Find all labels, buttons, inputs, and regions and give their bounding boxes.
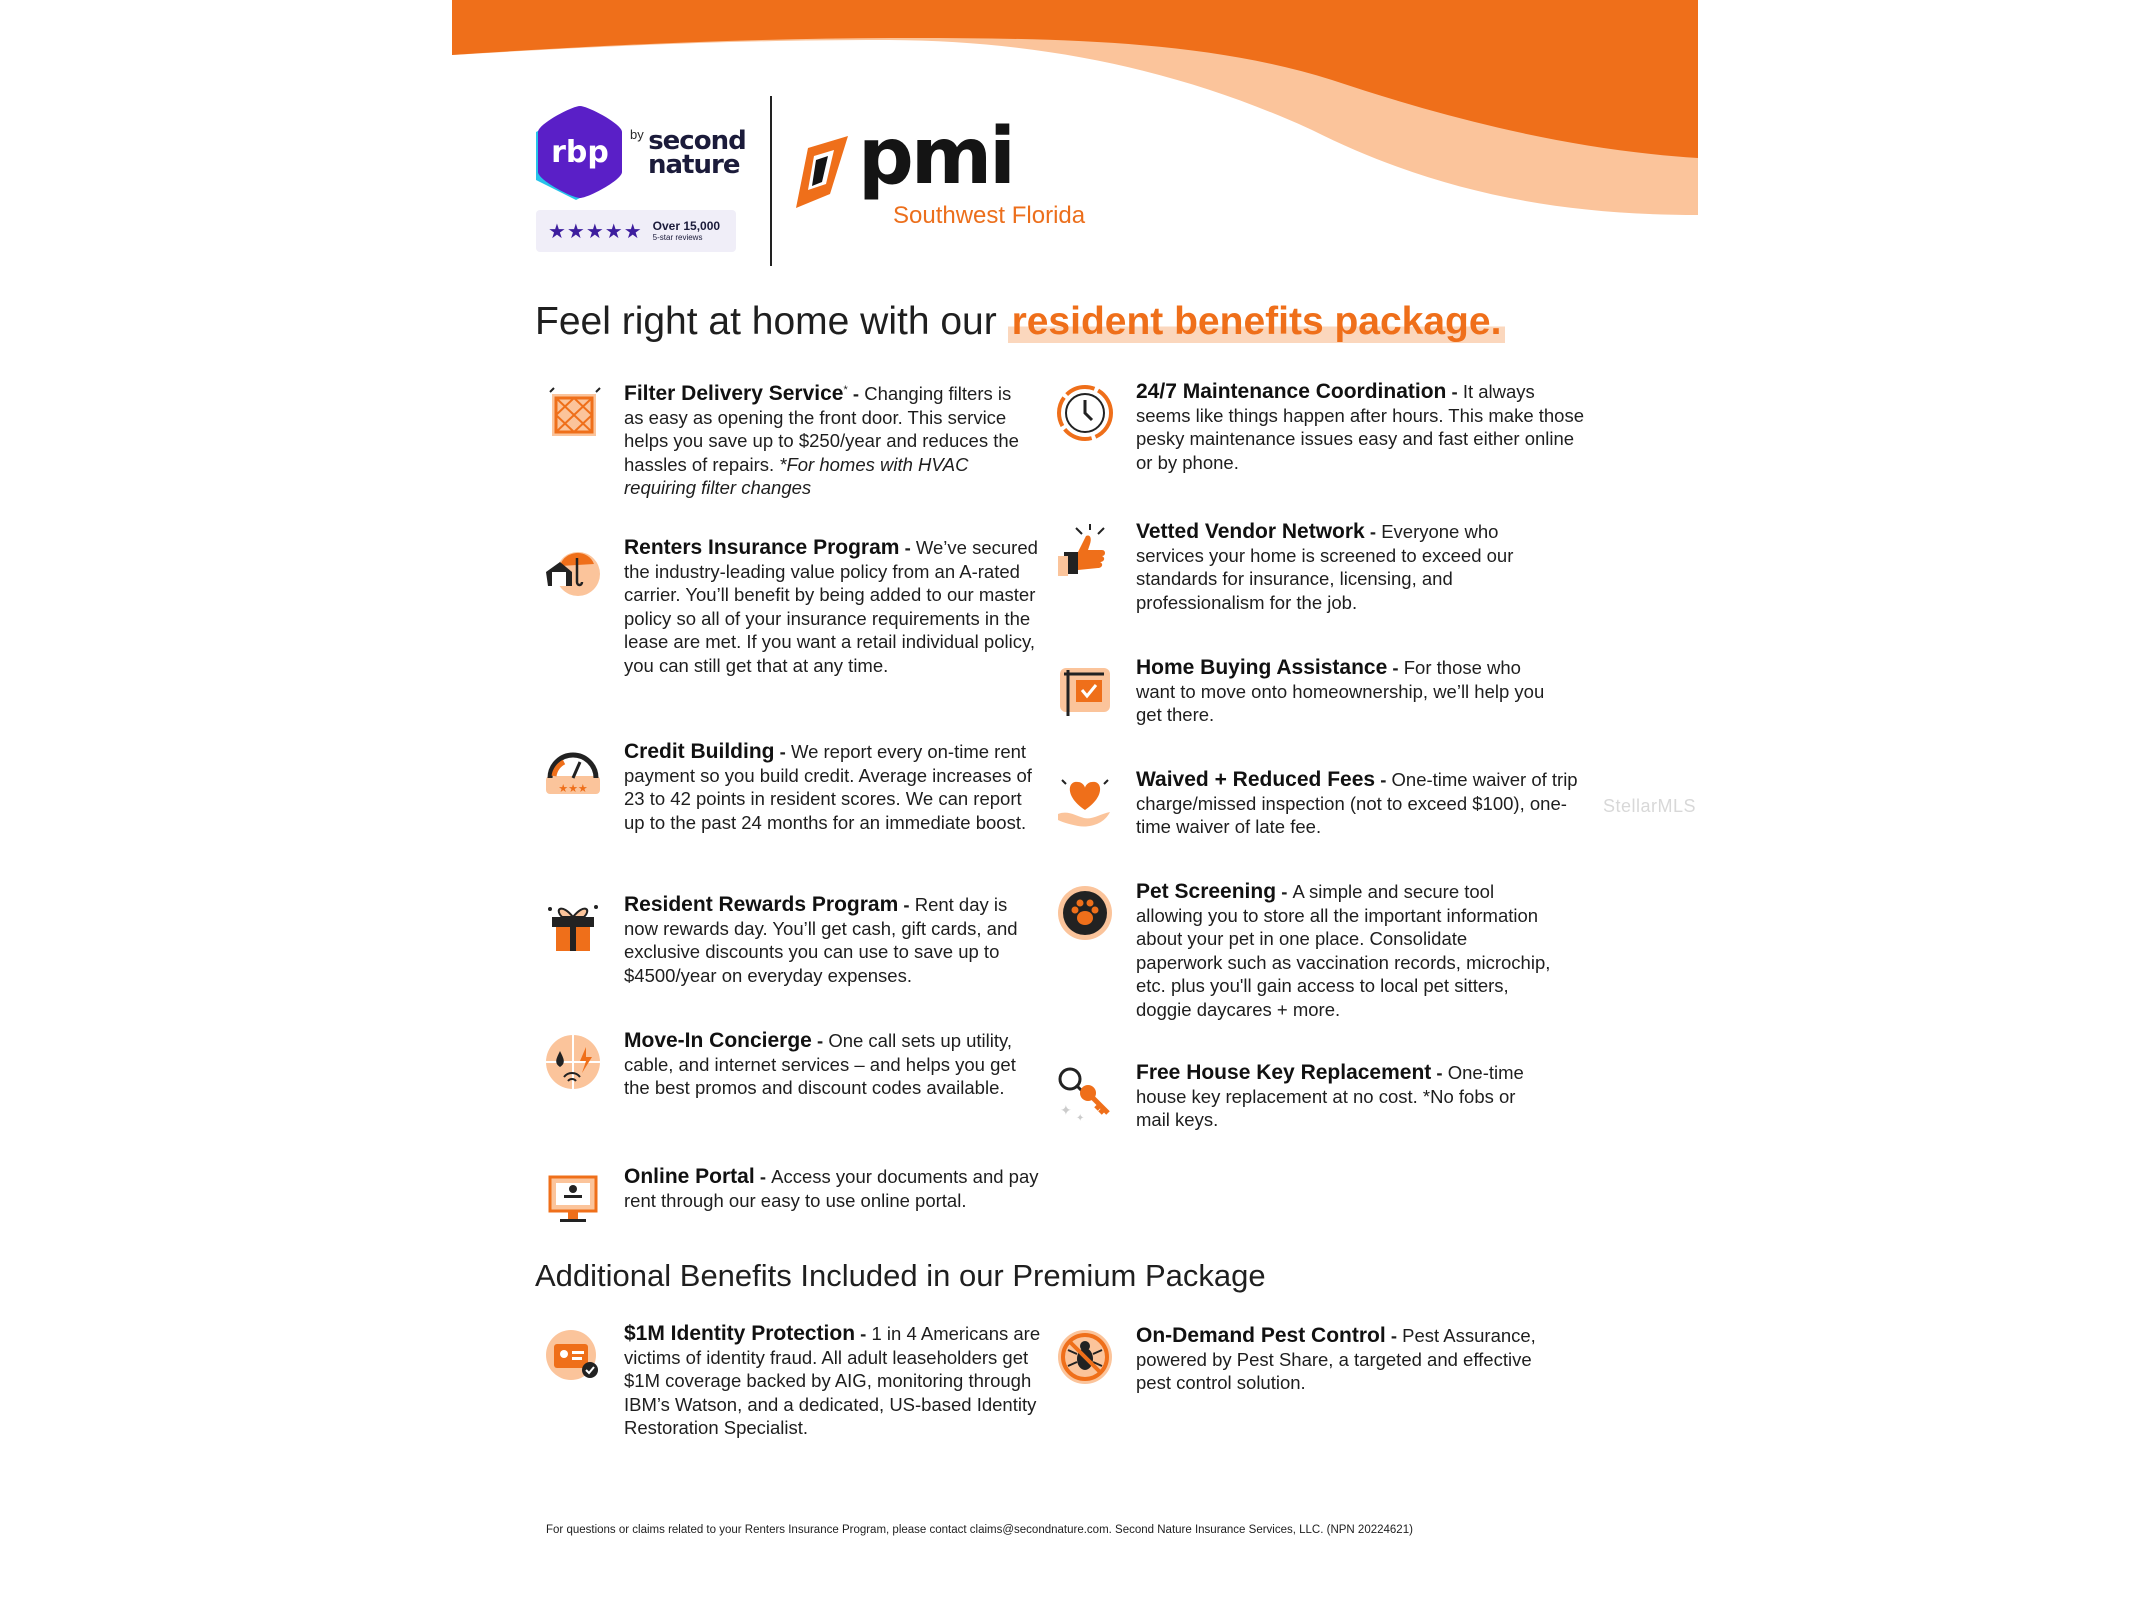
pmi-wordmark: pmi	[858, 112, 1013, 202]
flyer-page	[452, 0, 1698, 1600]
footer-disclaimer: For questions or claims related to your Renters Insurance Program, please contact claims@secondnature.com. Second Nature Insurance Services, LLC. (NPN 20224621)	[546, 1524, 1413, 1536]
reviews-caption: 5-star reviews	[652, 233, 703, 242]
header-wave	[452, 0, 1698, 220]
benefit-home-buying-assistance: Home Buying Assistance - For those who want to move onto homeownership, we’ll help you get there.	[1054, 656, 1554, 727]
benefit-on-demand-pest-control: On-Demand Pest Control - Pest Assurance, powered by Pest Share, a targeted and effective pest control solution.	[1054, 1324, 1554, 1395]
benefit-maintenance-coordination: 24/7 Maintenance Coordination - It always seems like things happen after hours. This make those pesky maintenance issues easy and fast either online or by phone.	[1054, 380, 1594, 474]
page-title: Feel right at home with our resident benefits package.	[535, 300, 1505, 344]
pmi-mark-icon	[794, 134, 854, 210]
logo-divider	[770, 96, 772, 266]
benefit-vetted-vendor-network: Vetted Vendor Network - Everyone who services your home is screened to exceed our standards for insurance, licensing, and professionalism for the job.	[1054, 520, 1554, 614]
benefit-pet-screening: Pet Screening - A simple and secure tool allowing you to store all the important information about your pet in one place. Consolidate paperwork such as vaccination records, microchip, etc. plus you'll gain access to local pet sitters, doggie daycares + more.	[1054, 880, 1554, 1021]
no-bug-icon	[1054, 1326, 1116, 1388]
heart-hand-icon	[1054, 770, 1116, 832]
utilities-icon	[542, 1031, 604, 1093]
benefit-resident-rewards: Resident Rewards Program - Rent day is now rewards day. You’ll get cash, gift cards, and exclusive discounts you can use to save up to $4500/year on everyday expenses.	[542, 893, 1042, 987]
rbp-logo	[534, 104, 626, 200]
id-card-icon	[542, 1324, 604, 1386]
thumbs-up-icon	[1054, 522, 1116, 584]
clock-icon	[1054, 382, 1116, 444]
premium-heading: Additional Benefits Included in our Premium Package	[535, 1258, 1266, 1293]
svg-text:★★★: ★★★	[558, 783, 588, 795]
reviews-count: Over 15,000	[652, 219, 721, 233]
title-highlight: resident benefits package.	[1008, 300, 1506, 343]
sale-sign-icon	[1054, 658, 1116, 720]
filter-icon	[542, 384, 604, 446]
reviews-badge	[536, 210, 736, 252]
second-nature-wordmark: $^{by}$ second nature	[630, 126, 746, 180]
gift-icon	[542, 895, 604, 957]
benefit-move-in-concierge: Move-In Concierge - One call sets up utility, cable, and internet services – and helps you get the best promos and discount codes available.	[542, 1029, 1042, 1100]
credit-gauge-icon	[542, 742, 604, 804]
benefit-credit-building: ★★★ Credit Building - We report every on-time rent payment so you build credit. Average increases of 23 to 42 points in resident scores. We can report up to the past 24 months for an immediate boost.	[542, 740, 1042, 834]
star-rating-icon: ★★★★★	[548, 220, 643, 243]
paw-icon	[1054, 882, 1116, 944]
benefit-renters-insurance: Renters Insurance Program - We’ve secured the industry-leading value policy from an A-rated carrier. You’ll benefit by being added to our master policy so all of your insurance requirements in the lease are met. If you want a retail individual policy, you can still get that at any time.	[542, 536, 1042, 677]
umbrella-house-icon	[542, 538, 604, 600]
benefit-identity-protection: $1M Identity Protection - 1 in 4 Americans are victims of identity fraud. All adult leaseholders get $1M coverage backed by AIG, monitoring through IBM’s Watson, and a dedicated, US-based Identity Restoration Specialist.	[542, 1322, 1042, 1440]
watermark: StellarMLS	[1603, 796, 1697, 816]
benefit-free-house-key-replacement: ✦ ✦ Free House Key Replacement - One-time house key replacement at no cost. *No fobs or mail keys.	[1054, 1061, 1554, 1132]
svg-text:✦: ✦	[1060, 1102, 1072, 1118]
benefit-waived-reduced-fees: Waived + Reduced Fees - One-time waiver of trip charge/missed inspection (not to exceed $100), one-time waiver of late fee.	[1054, 768, 1594, 839]
benefit-filter-delivery: Filter Delivery Service* - Changing filters is as easy as opening the front door. This service helps you save up to $250/year and reduces the hassles of repairs. *For homes with HVAC requiring filter changes	[542, 382, 1032, 500]
svg-text:✦: ✦	[1076, 1113, 1085, 1124]
benefit-online-portal: Online Portal - Access your documents and pay rent through our easy to use online portal.	[542, 1165, 1042, 1229]
pmi-region: Southwest Florida	[893, 202, 1086, 229]
keys-icon	[1054, 1063, 1116, 1125]
svg-text:rbp: rbp	[551, 135, 609, 170]
monitor-icon	[542, 1167, 604, 1229]
